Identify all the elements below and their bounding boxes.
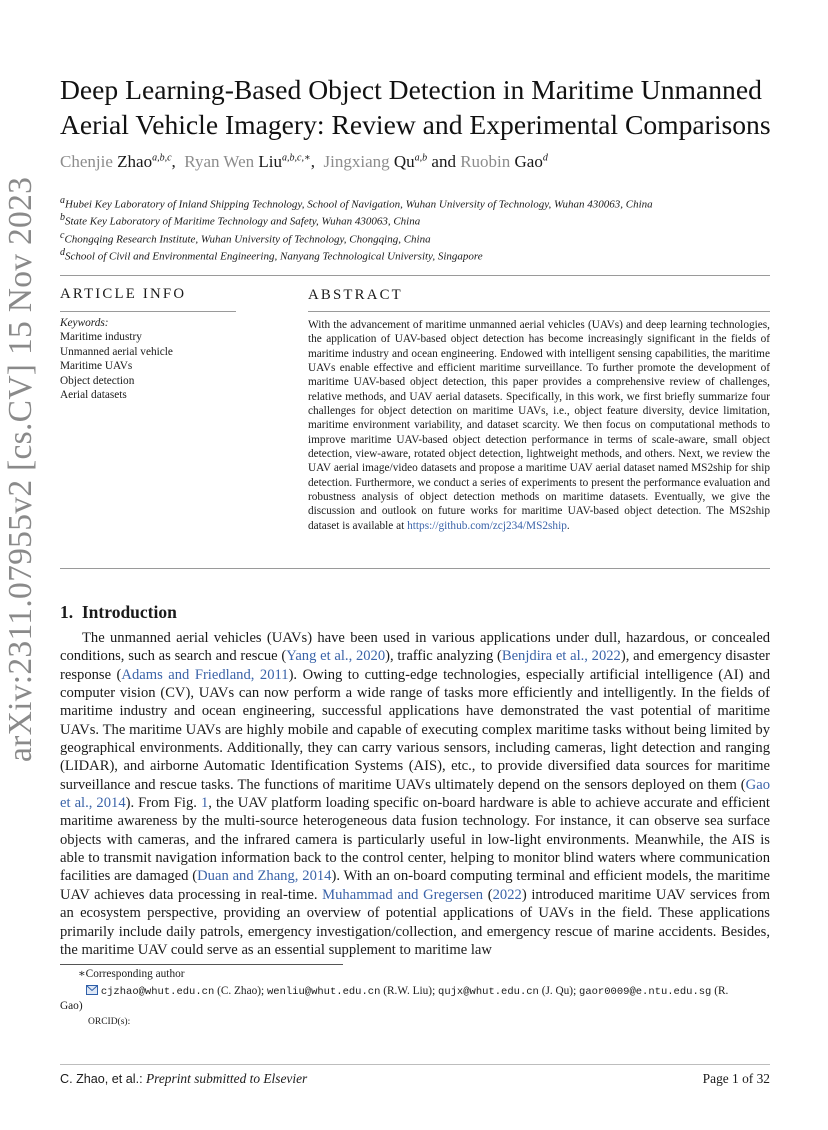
article-info-heading: ARTICLE INFO <box>60 286 187 302</box>
email-line-wrap: Gao) <box>60 1000 83 1012</box>
arxiv-side-stamp: arXiv:2311.07955v2 [cs.CV] 15 Nov 2023 <box>2 176 39 762</box>
author-affiliation-marks: a,b,c,∗ <box>282 152 311 164</box>
title-line-1: Deep Learning-Based Object Detection in Maritime Unmanned <box>60 74 762 105</box>
body-text: ). From Fig. <box>125 795 201 812</box>
body-text: The unmanned aerial vehicles (UAVs) have been used in various applications under dull, hazardous, or concealed conditions, such as search and rescue ( <box>60 630 770 665</box>
footer-left <box>60 1071 307 1087</box>
author-first-name: Jingxiang <box>323 152 390 171</box>
author-last-name: Qu <box>393 152 415 171</box>
abstract-heading: ABSTRACT <box>308 287 403 303</box>
section-title: Introduction <box>81 602 177 622</box>
keyword-item: Maritime UAVs <box>60 360 133 373</box>
email-address[interactable]: gaor0009@e.ntu.edu.sg <box>579 986 712 998</box>
article-info-divider <box>60 311 236 312</box>
email-owner: (R.W. Liu); <box>383 985 436 997</box>
citation-link[interactable]: 1 <box>200 795 209 812</box>
body-text: , the UAV platform loading specific on-board hardware is able to achieve accurate and efficient maritime awareness by the multi-source heterogeneous data fusion technology. For instance, it can observe sea surface objects with cameras, and the infrared camera is particularly useful in low-light environments. Meanwhile, the AIS is able to transmit navigation information back to the control center, helping to monitor blind waters where communication facilities are damaged ( <box>60 795 770 885</box>
citation-link[interactable]: 2022 <box>492 886 522 903</box>
footnote-rule <box>60 964 343 965</box>
abstract-divider <box>308 311 770 312</box>
author-last-name: Gao <box>514 152 543 171</box>
affiliation <box>60 212 420 228</box>
keyword-item: Maritime industry <box>60 331 142 344</box>
keywords-label-text: Keywords <box>60 317 105 329</box>
footer-author: C. Zhao, et al.: <box>60 1072 143 1086</box>
orcid-label: ORCID(s): <box>88 1017 131 1027</box>
email-owner: (J. Qu); <box>541 985 577 997</box>
affiliation-text: Chongqing Research Institute, Wuhan University of Technology, Chongqing, China <box>64 233 431 246</box>
affiliation-mark: d <box>60 247 65 258</box>
abstract-text: With the advancement of maritime unmanned aerial vehicles (UAVs) and deep learning technologies, the application of UAV-based object detection has become increasingly significant in the fields of maritime industry and ocean engineering. Endowed with intelligent sensing capabilities, the maritime UAVs enable effective and efficient maritime surveillance. To further promote the development of maritime UAV-based object detection, this paper provides a comprehensive review of challenges, relative methods, and UAV aerial datasets. Specifically, in this work, we first briefly summarize four challenges for object detection on maritime UAVs, i.e., object feature diversity, device limitation, maritime environment variability, and dataset scarcity. We then focus on computational methods to improve maritime UAV-based object detection performance in terms of scale-aware, small object detection, view-aware, rotated object detection, lightweight methods, and others. Next, we review the UAV aerial image/video datasets and propose a maritime UAV aerial dataset named MS2ship for ship detection. Furthermore, we conduct a series of experiments to present the performance evaluation and robustness analysis of object detection methods on maritime datasets. Eventually, we give the discussion and outlook on future works for maritime UAV-based object detection. The MS2ship dataset is available at https://github.com/zcj234/MS2ship. <box>308 319 770 532</box>
citation-link[interactable]: Muhammad and Gregersen <box>322 886 484 903</box>
footer-venue: Preprint submitted to Elsevier <box>145 1071 308 1086</box>
body-text: ) introduced maritime UAV services from an ecosystem perspective, providing an overview of potential applications of UAVs in the field. These applications primarily include daily patrols, emergency investigation/collection, and emergency rescue of marine accidents. Besides, the maritime UAV could serve as an essential supplement to maritime law <box>60 886 770 958</box>
affiliation-text: State Key Laboratory of Maritime Technology and Safety, Wuhan 430063, China <box>65 215 421 228</box>
body-text: ). Owing to cutting-edge technologies, especially artificial intelligence (AI) and computer vision (CV), UAVs can now perform a wide range of tasks more efficiently and intelligently. In the fields of maritime industry and ocean engineering, successful applications have demonstrated the vast potential of maritime UAVs. The maritime UAVs are highly mobile and capable of executing complex maritime tasks without being limited by geographical environments. Additionally, they can carry various sensors, including cameras, light detection and ranging (LIDAR), and airborne Automatic Identification Systems (AIS), etc., to provide diversified data sources for maritime surveillance and rescue tasks. The functions of maritime UAVs ultimately depend on the sensors deployed on them ( <box>60 666 770 793</box>
email-address[interactable]: cjzhao@whut.edu.cn <box>100 986 215 998</box>
author-affiliation-marks: d <box>542 152 548 164</box>
abstract-bottom-divider <box>60 568 770 569</box>
dataset-link[interactable]: https://github.com/zcj234/MS2ship <box>407 519 567 532</box>
email-icon <box>86 985 98 998</box>
affiliation-mark: b <box>60 212 65 223</box>
citation-link[interactable]: Benjdira et al., 2022 <box>501 648 621 665</box>
page-number: Page 1 of 32 <box>702 1071 770 1086</box>
email-address[interactable]: wenliu@whut.edu.cn <box>266 986 381 998</box>
affiliation-text: Hubei Key Laboratory of Inland Shipping Technology, School of Navigation, Wuhan University of Technology, Wuhan 430063, China <box>65 198 653 211</box>
affiliation-mark: c <box>60 230 65 241</box>
author-first-name: Chenjie <box>60 152 113 171</box>
body-text: ( <box>483 886 493 903</box>
citation-link[interactable]: Adams and Friedland, 2011 <box>121 666 289 683</box>
footer-divider <box>60 1064 770 1065</box>
affiliation <box>60 247 483 263</box>
author-list: Chenjie Zhao$^{a,b,c}$, Ryan Wen Liu$^{a,b,c,∗}$, Jingxiang Qu$^{a,b}$ and Ruobin Gao$^d$ <box>60 152 548 171</box>
authors-and: and <box>431 152 456 171</box>
body-text: ), and emergency disaster response ( <box>60 648 770 683</box>
email-owner: (C. Zhao); <box>217 985 265 997</box>
email-address[interactable]: qujx@whut.edu.cn <box>438 986 539 998</box>
author-first-name: Ruobin <box>460 152 511 171</box>
abstract-body: With the advancement of maritime unmanned aerial vehicles (UAVs) and deep learning technologies, the application of UAV-based object detection has become increasingly significant in the fields of maritime industry and ocean engineering. Endowed with intelligent sensing capabilities, the maritime UAVs enable effective and efficient maritime surveillance. To further promote the development of maritime UAV-based object detection, this paper provides a comprehensive review of challenges, relative methods, and UAV aerial datasets. Specifically, in this work, we first briefly summarize four challenges for object detection on maritime UAVs, i.e., object feature diversity, device limitation, maritime environment variability, and dataset scarcity. We then focus on computational methods to improve maritime UAV-based object detection performance in terms of scale-aware, small object detection, view-aware, rotated object detection, lightweight methods, and others. Next, we review the UAV aerial image/video datasets and propose a maritime UAV aerial dataset named MS2ship for ship detection. Furthermore, we conduct a series of experiments to present the performance evaluation and robustness analysis of object detection methods on maritime datasets. Eventually, we give the discussion and outlook on future works for maritime UAV-based object detection. The MS2ship dataset is available at <box>308 319 770 532</box>
citation-link[interactable]: Gao et al., 2014 <box>60 776 770 812</box>
email-line <box>86 985 728 998</box>
author-affiliation-marks: a,b <box>414 152 428 164</box>
keyword-item: Unmanned aerial vehicle <box>60 345 173 358</box>
affiliation-text: School of Civil and Environmental Engineering, Nanyang Technological University, Singapore <box>65 250 483 263</box>
title-line-2: Aerial Vehicle Imagery: Review and Experimental Comparisons <box>60 109 771 140</box>
citation-link[interactable]: Duan and Zhang, 2014 <box>197 868 332 885</box>
section-number: 1. <box>60 602 74 622</box>
introduction-paragraph <box>60 629 770 959</box>
affiliation <box>60 195 653 211</box>
keyword-item: Aerial datasets <box>60 389 127 402</box>
affiliation <box>60 230 431 246</box>
keyword-item: Object detection <box>60 374 135 387</box>
header-divider <box>60 275 770 276</box>
corresponding-author-note: ∗Corresponding author <box>78 968 185 980</box>
affiliation-mark: a <box>60 195 65 206</box>
author-last-name: Liu <box>258 152 283 171</box>
paper-title <box>60 72 780 142</box>
section-heading <box>60 602 177 623</box>
body-text: ). With an on-board computing terminal and efficient models, the maritime UAV achieves data processing in real-time. <box>60 868 770 903</box>
author-first-name: Ryan Wen <box>184 152 255 171</box>
citation-link[interactable]: Yang et al., 2020 <box>286 648 386 665</box>
keywords-label: Keywords: <box>60 317 109 329</box>
author-last-name: Zhao <box>117 152 153 171</box>
body-text: ), traffic analyzing ( <box>385 648 502 665</box>
author-affiliation-marks: a,b,c <box>152 152 172 164</box>
email-owner: (R. <box>714 985 729 997</box>
keywords-block <box>60 316 173 402</box>
